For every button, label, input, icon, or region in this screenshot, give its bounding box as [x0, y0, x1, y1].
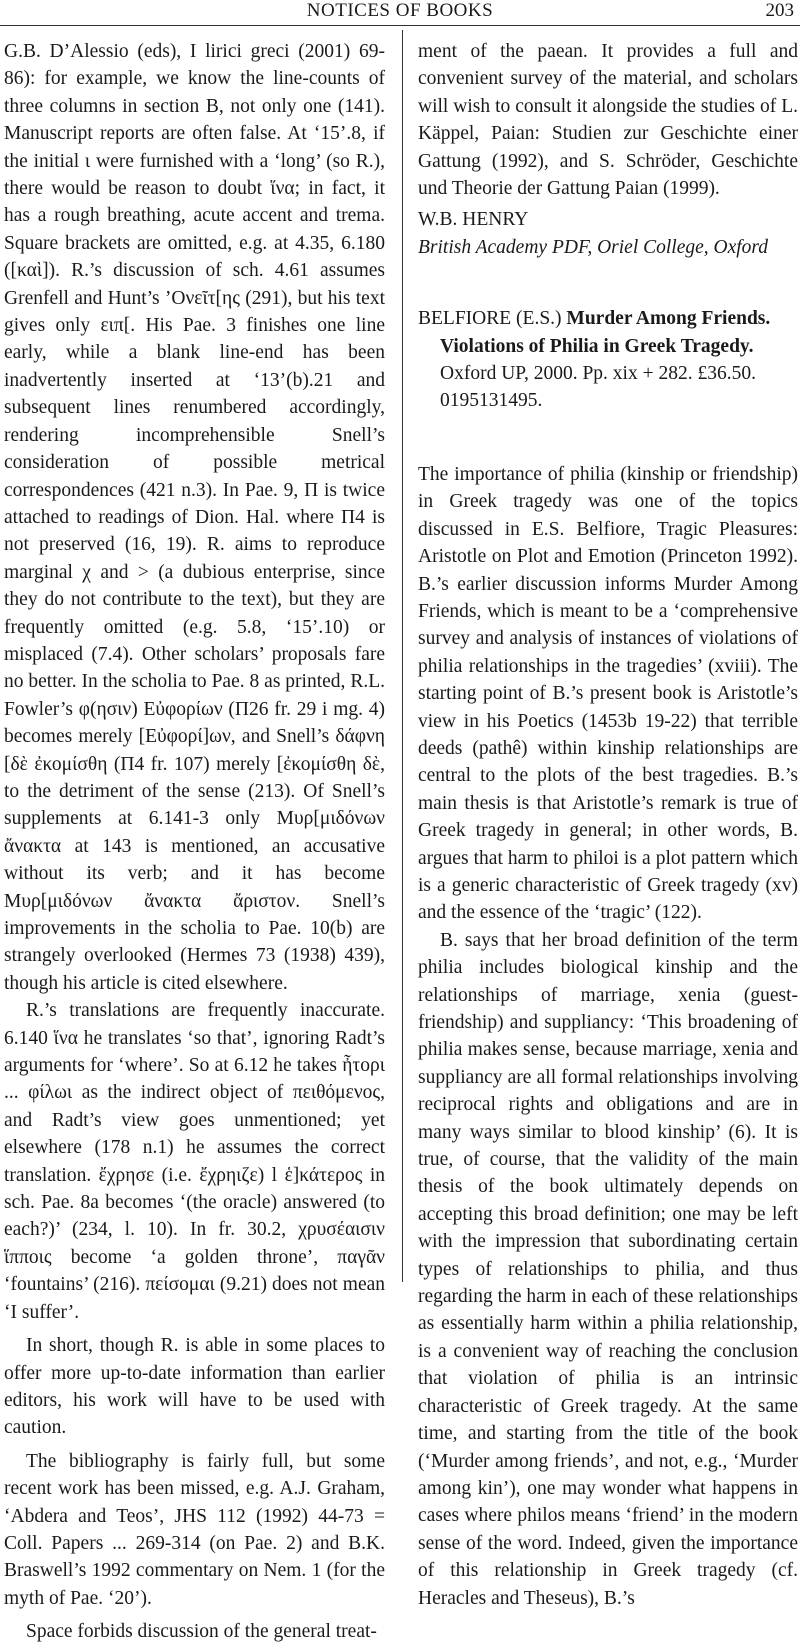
right-paragraph-1: ment of the paean. It provides a full and convenient survey of the material, and scholars will wish to consult it alongside the studies of L. Käppel, Paian: Studien zur Geschichte einer Gattung (1992), and S. Schröder, Geschichte und Theorie der Gattung Paian (1999).: [418, 41, 798, 200]
running-header: [0, 0, 800, 26]
entry-publication: Oxford UP, 2000. Pp. xix + 282. £36.50. 0195131495.: [440, 363, 756, 412]
left-paragraph-1: G.B. D’Alessio (eds), I lirici greci (2001) 69-86): for example, we know the line-counts of three columns in section B, not only one (141). Manuscript reports are often false. At ‘15’.8, if the initial ι were furnished with a ‘long’ (so R.), there would be reason to doubt ἵνα; in fact, it has a rough breathing, acute accent and trema. Square brackets are omitted, e.g. at 4.35, 6.180 ([καὶ]). R.’s discussion of sch. 4.61 assumes Grenfell and Hunt’s ’Ονεῖτ[ης (291), but his text gives only ειπ[. His Pae. 3 finishes one line early, while a blank line-end has been inadvertently inserted at ‘13’(b).21 and subsequent lines renumbered accordingly, rendering incomprehensible Snell’s consideration of possible metrical correspondences (421 n.3). In Pae. 9, Π is twice attached to readings of Dion. Hal. where Π4 is not preserved (16, 19). R. aims to reproduce marginal χ and > (a dubious enterprise, since they do not contribute to the text), but they are frequently omitted (e.g. 5.8, ‘15’.10) or misplaced (7.4). Other scholars’ proposals fare no better. In the scholia to Pae. 8 as printed, R.L. Fowler’s φ(ησιν) Εὐφορίων (Π26 fr. 29 i mg. 4) becomes merely [Εὐφορί]ων, and Snell’s δάφνη [δὲ ἐκομίσθη (Π4 fr. 107) merely [ἐκομίσθη δὲ, to the detriment of the sense (213). Of Snell’s supplements at 6.141-3 only Μυρ[μιδόνων ἄνακτα at 143 is mentioned, an accusative without its verb; and it has become Μυρ[μιδόνων ἄνακτα ἄριστον. Snell’s improvements in the scholia to Pae. 10(b) are strangely overlooked (Hermes 73 (1938) 439), though his article is cited elsewhere.: [4, 41, 385, 994]
review-paragraph-2: B. says that her broad definition of the term philia includes biological kinship and the relationships of marriage, xenia (guest-friendship) and suppliancy: ‘This broadening of philia makes sense, because marriage, xenia and suppliancy are all formal relationships involving reciprocal rights and obligations and are in many ways similar to blood kinship’ (6). It is true, of course, that the validity of the main thesis of the book ultimately depends on accepting this broad definition; one may be left with the impression that subordinating certain types of relationships to philia, and thus regarding the harm in each of these relationships as essentially harm within a philia relationship, is a convenient way of reaching the conclusion that violation of philia is an intrinsic characteristic of Greek tragedy. At the same time, and starting from the title of the book (‘Murder among friends’, and not, e.g., ‘Murder among kin’), one may wonder what happens in cases where philos means ‘friend’ in the modern sense of the word. Indeed, given the importance of this relationship in Greek tragedy (cf. Heracles and Theseus), B.’s: [418, 929, 798, 1609]
left-paragraph-5: Space forbids discussion of the general treat-: [26, 1621, 377, 1643]
left-paragraph-4: The bibliography is fairly full, but some recent work has been missed, e.g. A.J. Graham, ‘Abdera and Teos’, JHS 112 (1992) 44-73 = Coll. Papers ... 269-314 (on Pae. 2) and B.K. Braswell’s 1992 commentary on Nem. 1 (for the myth of Pae. ‘20’).: [4, 1450, 385, 1609]
reviewer-affiliation: British Academy PDF, Oriel College, Oxford: [418, 236, 769, 258]
page-number: 203: [765, 0, 794, 21]
review-paragraph-1: The importance of philia (kinship or friendship) in Greek tragedy was one of the topics discussed in E.S. Belfiore, Tragic Pleasures: Aristotle on Plot and Emotion (Princeton 1992). B.’s earlier discussion informs Murder Among Friends, which is meant to be a ‘comprehensive survey and analysis of instances of violations of philia relationships in the tragedies’ (xviii). The starting point of B.’s present book is Aristotle’s view in his Poetics (1453b 19-22) that terrible deeds (pathê) within kinship relationships are central to the plots of the best tragedies. B.’s main thesis is that Aristotle’s remark is true of Greek tragedy in general; in other words, B. argues that harm to philoi is a plot pattern which is a generic characteristic of Greek tragedy (xv) and the essence of the ‘tragic’ (122).: [418, 463, 798, 924]
left-paragraph-3: In short, though R. is able in some places to offer more up-to-date information than earlier editors, his work will have to be used with caution.: [4, 1335, 385, 1439]
book-entry: [418, 305, 798, 415]
left-column: [4, 38, 385, 1646]
entry-title: Murder Among Friends. Violations of Philia in Greek Tragedy.: [440, 308, 771, 357]
right-column: [418, 38, 798, 1612]
column-divider: [402, 30, 403, 1282]
left-paragraph-2: R.’s translations are frequently inaccurate. 6.140 ἵνα he translates ‘so that’, ignoring Radt’s arguments for ‘where’. So at 6.12 he takes ἦτορι ... φίλωι as the indirect object of πειθόμενος, and Radt’s view goes unmentioned; yet elsewhere (178 n.1) he assumes the correct translation. ἔχρησε (i.e. ἔχρηιζε) l ἑ]κάτερος in sch. Pae. 8a becomes ‘(the oracle) answered (to each?)’ (234, l. 10). In fr. 30.2, χρυσέαισιν ἵπποις become ‘a golden throne’, παγᾶν ‘fountains’ (216). πείσομαι (9.21) does not mean ‘I suffer’.: [4, 1000, 385, 1323]
running-title: NOTICES OF BOOKS: [306, 0, 494, 21]
entry-author: BELFIORE (E.S.): [418, 308, 562, 330]
reviewer-name: W.B. HENRY: [418, 209, 529, 231]
header-rule: [0, 25, 800, 26]
